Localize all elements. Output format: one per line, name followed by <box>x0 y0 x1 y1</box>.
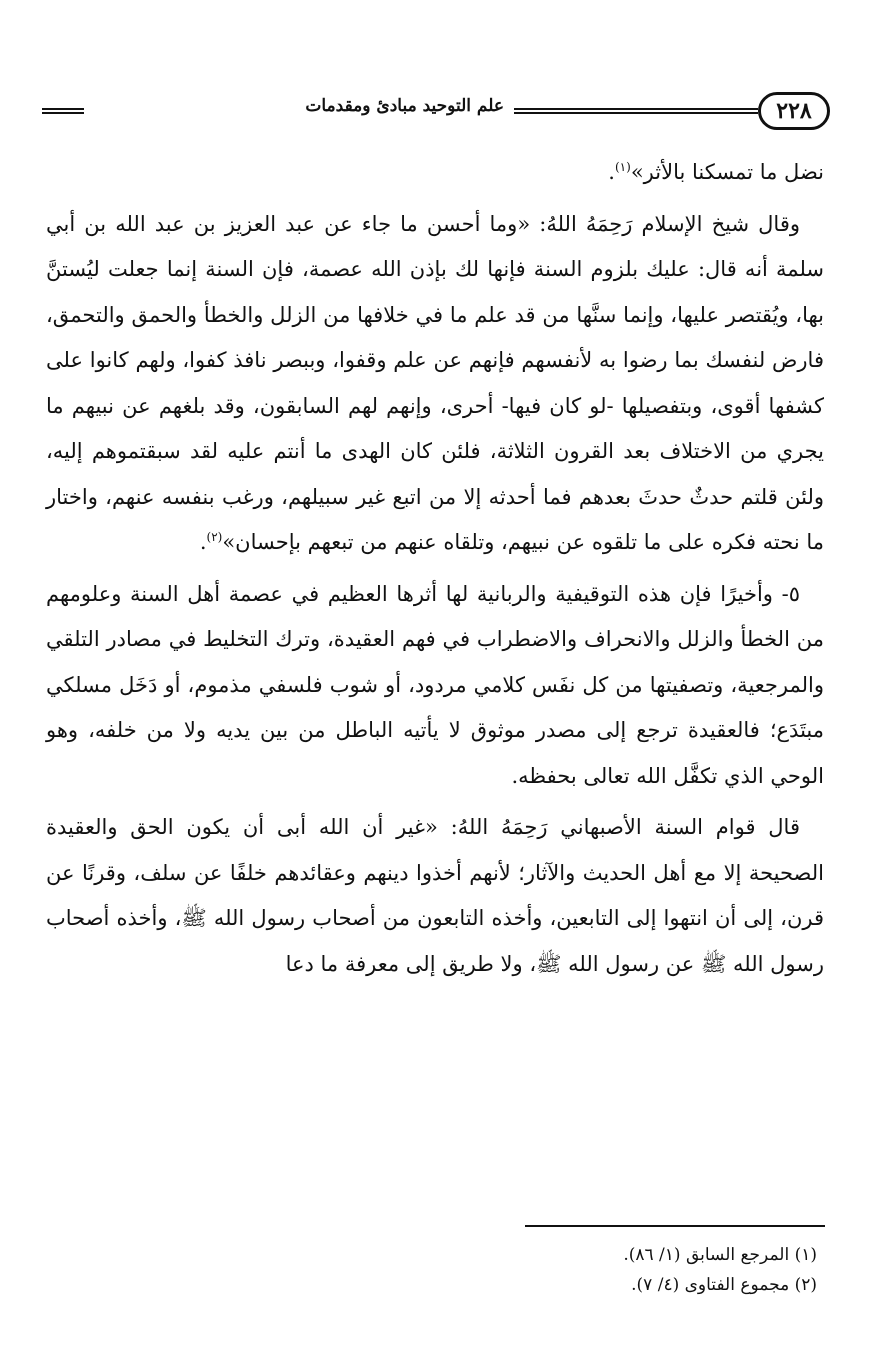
footnote-ref: (٢) <box>206 530 223 544</box>
paragraph-tail: . <box>199 530 207 554</box>
paragraph-text: قال قوام السنة الأصبهاني رَحِمَهُ اللهُ: «غير أن الله أبى أن يكون الحق والعقيدة الصحيحة إلا مع أهل الحديث والآثار؛ لأنهم أخذوا دينهم وعقائدهم خلفًا عن سلف، وقرنًا عن قرن، إلى أن انتهوا إلى التابعين، وأخذه التابعون من أصحاب رسول الله ﷺ، وأخذه أصحاب رسول الله ﷺ عن رسول الله ﷺ، ولا طريق إلى معرفة ما دعا <box>46 815 824 976</box>
paragraph-tail: . <box>608 160 615 184</box>
header-rule-long <box>514 108 758 114</box>
footnote-item: (٢) مجموع الفتاوى (٤/ ٧). <box>631 1275 817 1295</box>
page-number-badge: ٢٢٨ <box>758 92 830 130</box>
paragraph-text: نضل ما تمسكنا بالأثر» <box>630 160 824 184</box>
paragraph-text: ٥- وأخيرًا فإن هذه التوقيفية والربانية لها أثرها العظيم في عصمة أهل السنة وعلومهم من الخطأ والزلل والانحراف والاضطراب في فهم العقيدة، وترك التخليط في مصادر التلقي والمرجعية، وتصفيتها من كل نفَس كلامي مردود، أو شوب فلسفي مذموم، أو دَخَل مسلكي مبتَدَع؛ فالعقيدة ترجع إلى مصدر موثوق لا يأتيه الباطل من بين يديه ولا من خلفه، وهو الوحي الذي تكفَّل الله تعالى بحفظه. <box>46 581 824 788</box>
header-rule-short <box>42 108 84 114</box>
paragraph-point-five <box>46 572 824 800</box>
footnote-item: (١) المرجع السابق (١/ ٨٦). <box>623 1245 817 1265</box>
footnote-separator <box>525 1225 825 1227</box>
paragraph-quote-asbahani <box>46 805 824 987</box>
running-title: علم التوحيد مبادئ ومقدمات <box>305 96 504 116</box>
paragraph-text: وقال شيخ الإسلام رَحِمَهُ اللهُ: «وما أحسن ما جاء عن عبد العزيز بن عبد الله بن أبي سلمة أنه قال: عليك بلزوم السنة فإنها لك بإذن الله عصمة، فإن السنة إنما جعلت ليُستنَّ بها، ويُقتصر عليها، وإنما سنَّها من قد علم ما في خلافها من الزلل والخطأ والحمق والتحمق، فارض لنفسك بما رضوا به لأنفسهم فإنهم عن علم وقفوا، وببصر نافذ كفوا، ولهم كانوا على كشفها أقوى، وبتفصيلها -لو كان فيها- أحرى، وإنهم لهم السابقون، وقد بلغهم عن نبيهم ما يجري من الاختلاف بعد القرون الثلاثة، فلئن كان الهدى ما أنتم عليه لقد سبقتموهم إليه، ولئن قلتم حدثٌ حدثَ بعدهم فما أحدثه إلا من اتبع غير سبيلهم، ورغب بنفسه عنهم، واختار ما نحته فكره على ما تلقوه عن نبيهم، وتلقاه عنهم من تبعهم بإحسان» <box>46 211 824 554</box>
footnote-ref: (١) <box>614 160 631 174</box>
paragraph-continuation <box>46 150 824 196</box>
paragraph-quote-ibn-taymiyyah <box>46 202 824 566</box>
page-header <box>42 92 830 138</box>
footnotes <box>317 1240 817 1300</box>
main-text <box>46 150 824 1190</box>
